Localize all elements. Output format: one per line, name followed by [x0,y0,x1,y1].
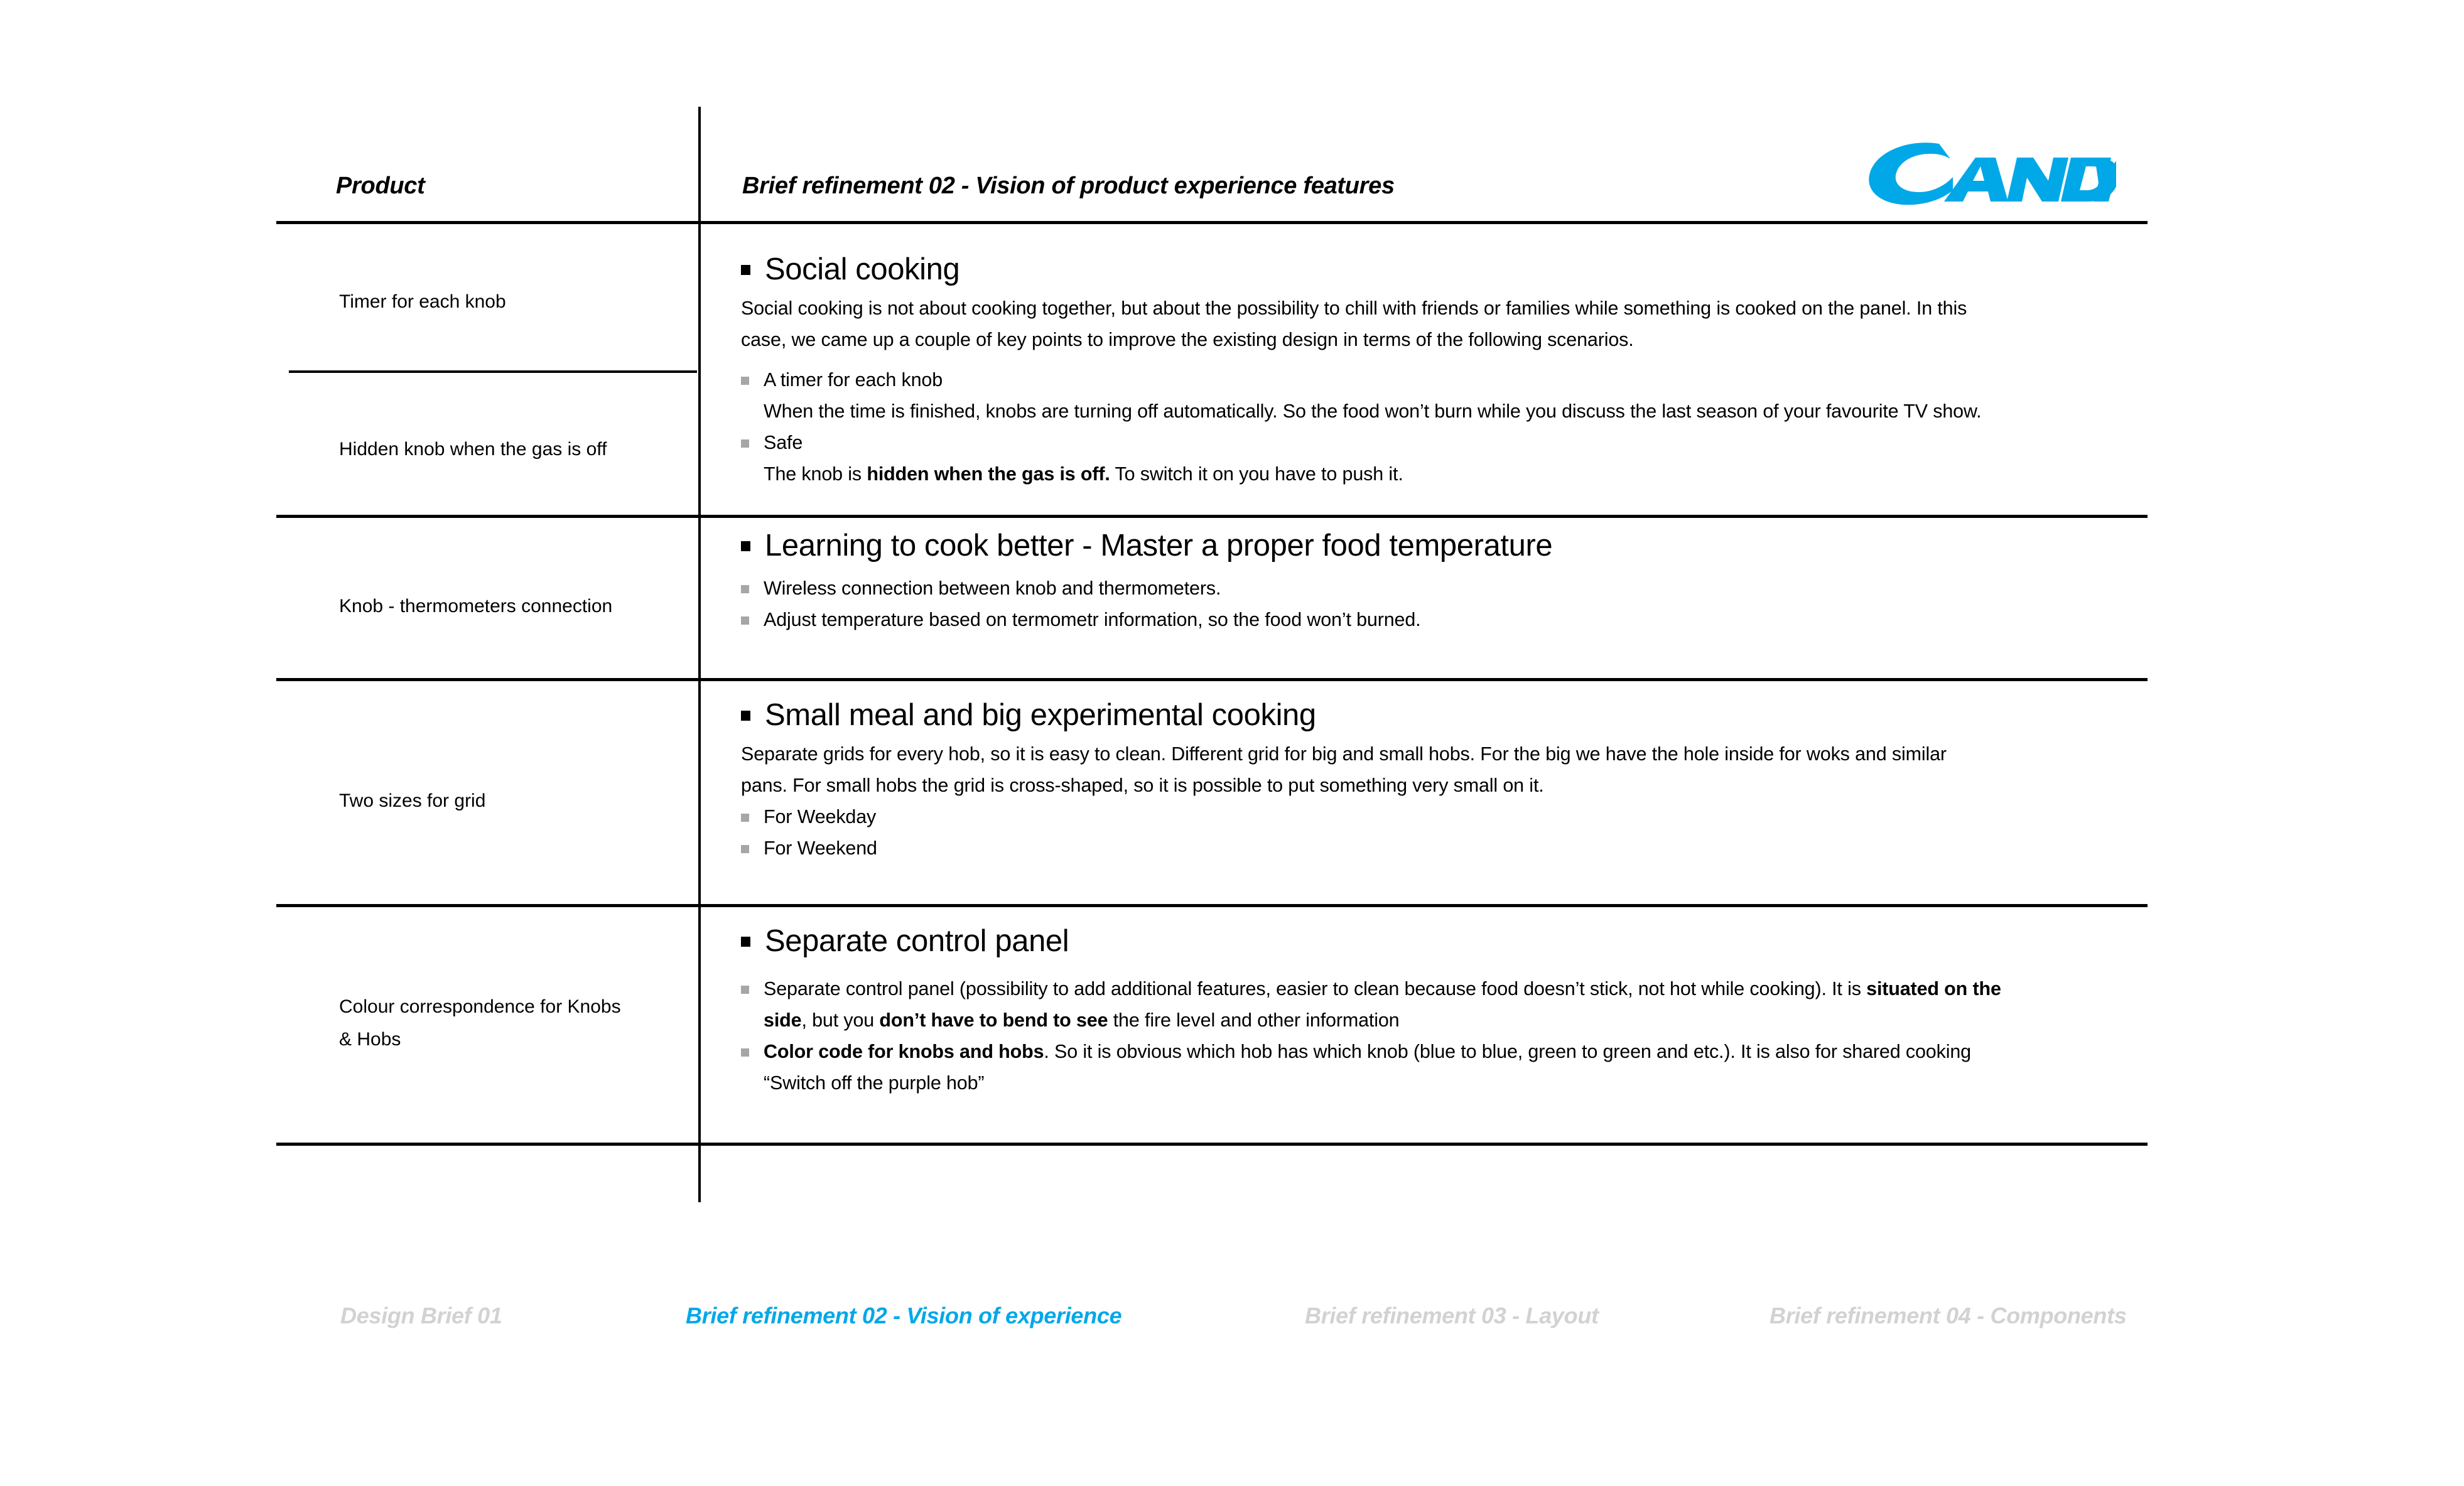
emphasis-situated-on-the: situated on the [1866,978,2001,999]
bullet-wireless-connection: Wireless connection between knob and thermometers. [741,573,2160,604]
section-social-cooking [741,251,2160,490]
row-rule-3 [276,904,2148,907]
header-product-label: Product [336,173,425,199]
square-bullet-icon [741,937,750,947]
left-label-knob-thermometers: Knob - thermometers connection [339,596,613,616]
footer-tab-brief-refinement-03[interactable]: Brief refinement 03 - Layout [1305,1303,1599,1328]
small-square-bullet-icon [741,439,749,448]
square-bullet-icon [741,541,750,551]
footer-tab-brief-refinement-04[interactable]: Brief refinement 04 - Components [1770,1303,2127,1328]
small-square-bullet-icon [741,616,749,625]
left-label-colour-correspondence: Colour correspondence for Knobs & Hobs [339,996,621,1050]
column-divider [698,107,701,1202]
bullet-for-weekend: For Weekend [741,832,2160,864]
left-label-two-sizes-grid: Two sizes for grid [339,790,486,811]
square-bullet-icon [741,265,750,275]
row-rule-1 [276,515,2148,518]
row-rule-4 [276,1143,2148,1146]
bullet-safe-detail: The knob is hidden when the gas is off. To switch it on you have to push it. [764,463,1403,485]
bullet-timer-detail: When the time is finished, knobs are turning off automatically. So the food won’t burn while you discuss the last season of your favourite TV show. [764,401,1982,422]
bullet-separate-panel: Separate control panel (possibility to add additional features, easier to clean because food doesn’t stick, not hot while cooking). It is situated on the [741,973,2160,1004]
footer-tab-design-brief-01[interactable]: Design Brief 01 [340,1303,502,1328]
emphasis-side: side [764,1010,802,1031]
section-small-meal [741,697,2160,864]
slide-header [314,107,2148,220]
small-square-bullet-icon [741,986,749,994]
section-separate-control-panel [741,923,2160,1099]
small-square-bullet-icon [741,585,749,593]
bullet-adjust-temperature: Adjust temperature based on termometr information, so the food won’t burned. [741,604,2160,635]
square-bullet-icon [741,711,750,721]
header-rule [276,221,2148,224]
section-title-small-meal: Small meal and big experimental cooking [741,697,2160,733]
left-label-timer: Timer for each knob [339,291,506,312]
section-learning-to-cook [741,527,2160,635]
bullet-for-weekday: For Weekday [741,801,2160,832]
bullet-safe: Safe [741,427,2160,458]
page-title: Brief refinement 02 - Vision of product experience features [742,173,1395,199]
small-square-bullet-icon [741,814,749,822]
section-title-social-cooking: Social cooking [741,251,2160,288]
candy-logo [1865,141,2116,207]
section-title-separate-control-panel: Separate control panel [741,923,2160,959]
small-square-bullet-icon [741,377,749,385]
small-square-bullet-icon [741,845,749,853]
left-subrule-1 [289,370,697,373]
row-rule-2 [276,678,2148,681]
section-paragraph-line: Social cooking is not about cooking together, but about the possibility to chill with friends or families while something is cooked on the panel. In this [741,298,1967,319]
section-title-learning-to-cook: Learning to cook better - Master a proper food temperature [741,527,2160,564]
left-label-hidden-knob: Hidden knob when the gas is off [339,439,607,460]
footer-tab-brief-refinement-02[interactable]: Brief refinement 02 - Vision of experience [686,1303,1122,1328]
section-paragraph-line: pans. For small hobs the grid is cross-shaped, so it is possible to put something very small on it. [741,775,1544,796]
bullet-color-code: Color code for knobs and hobs. So it is obvious which hob has which knob (blue to blue, green to green and etc.). It is also for shared cooking [741,1036,2160,1067]
emphasis-dont-bend: don’t have to bend to see [879,1010,1108,1031]
emphasis-hidden-knob: hidden when the gas is off. [867,463,1110,485]
small-square-bullet-icon [741,1048,749,1057]
footer-nav [0,1303,2464,1347]
bullet-color-code-quote: “Switch off the purple hob” [764,1072,985,1094]
emphasis-color-code: Color code for knobs and hobs [764,1041,1044,1062]
section-paragraph-line: Separate grids for every hob, so it is easy to clean. Different grid for big and small hobs. For the big we have the hole inside for woks and similar [741,743,1947,765]
bullet-timer: A timer for each knob [741,364,2160,396]
bullet-separate-panel-cont: side, but you don’t have to bend to see the fire level and other information [764,1010,1400,1031]
section-paragraph-line: case, we came up a couple of key points to improve the existing design in terms of the following scenarios. [741,329,1634,350]
